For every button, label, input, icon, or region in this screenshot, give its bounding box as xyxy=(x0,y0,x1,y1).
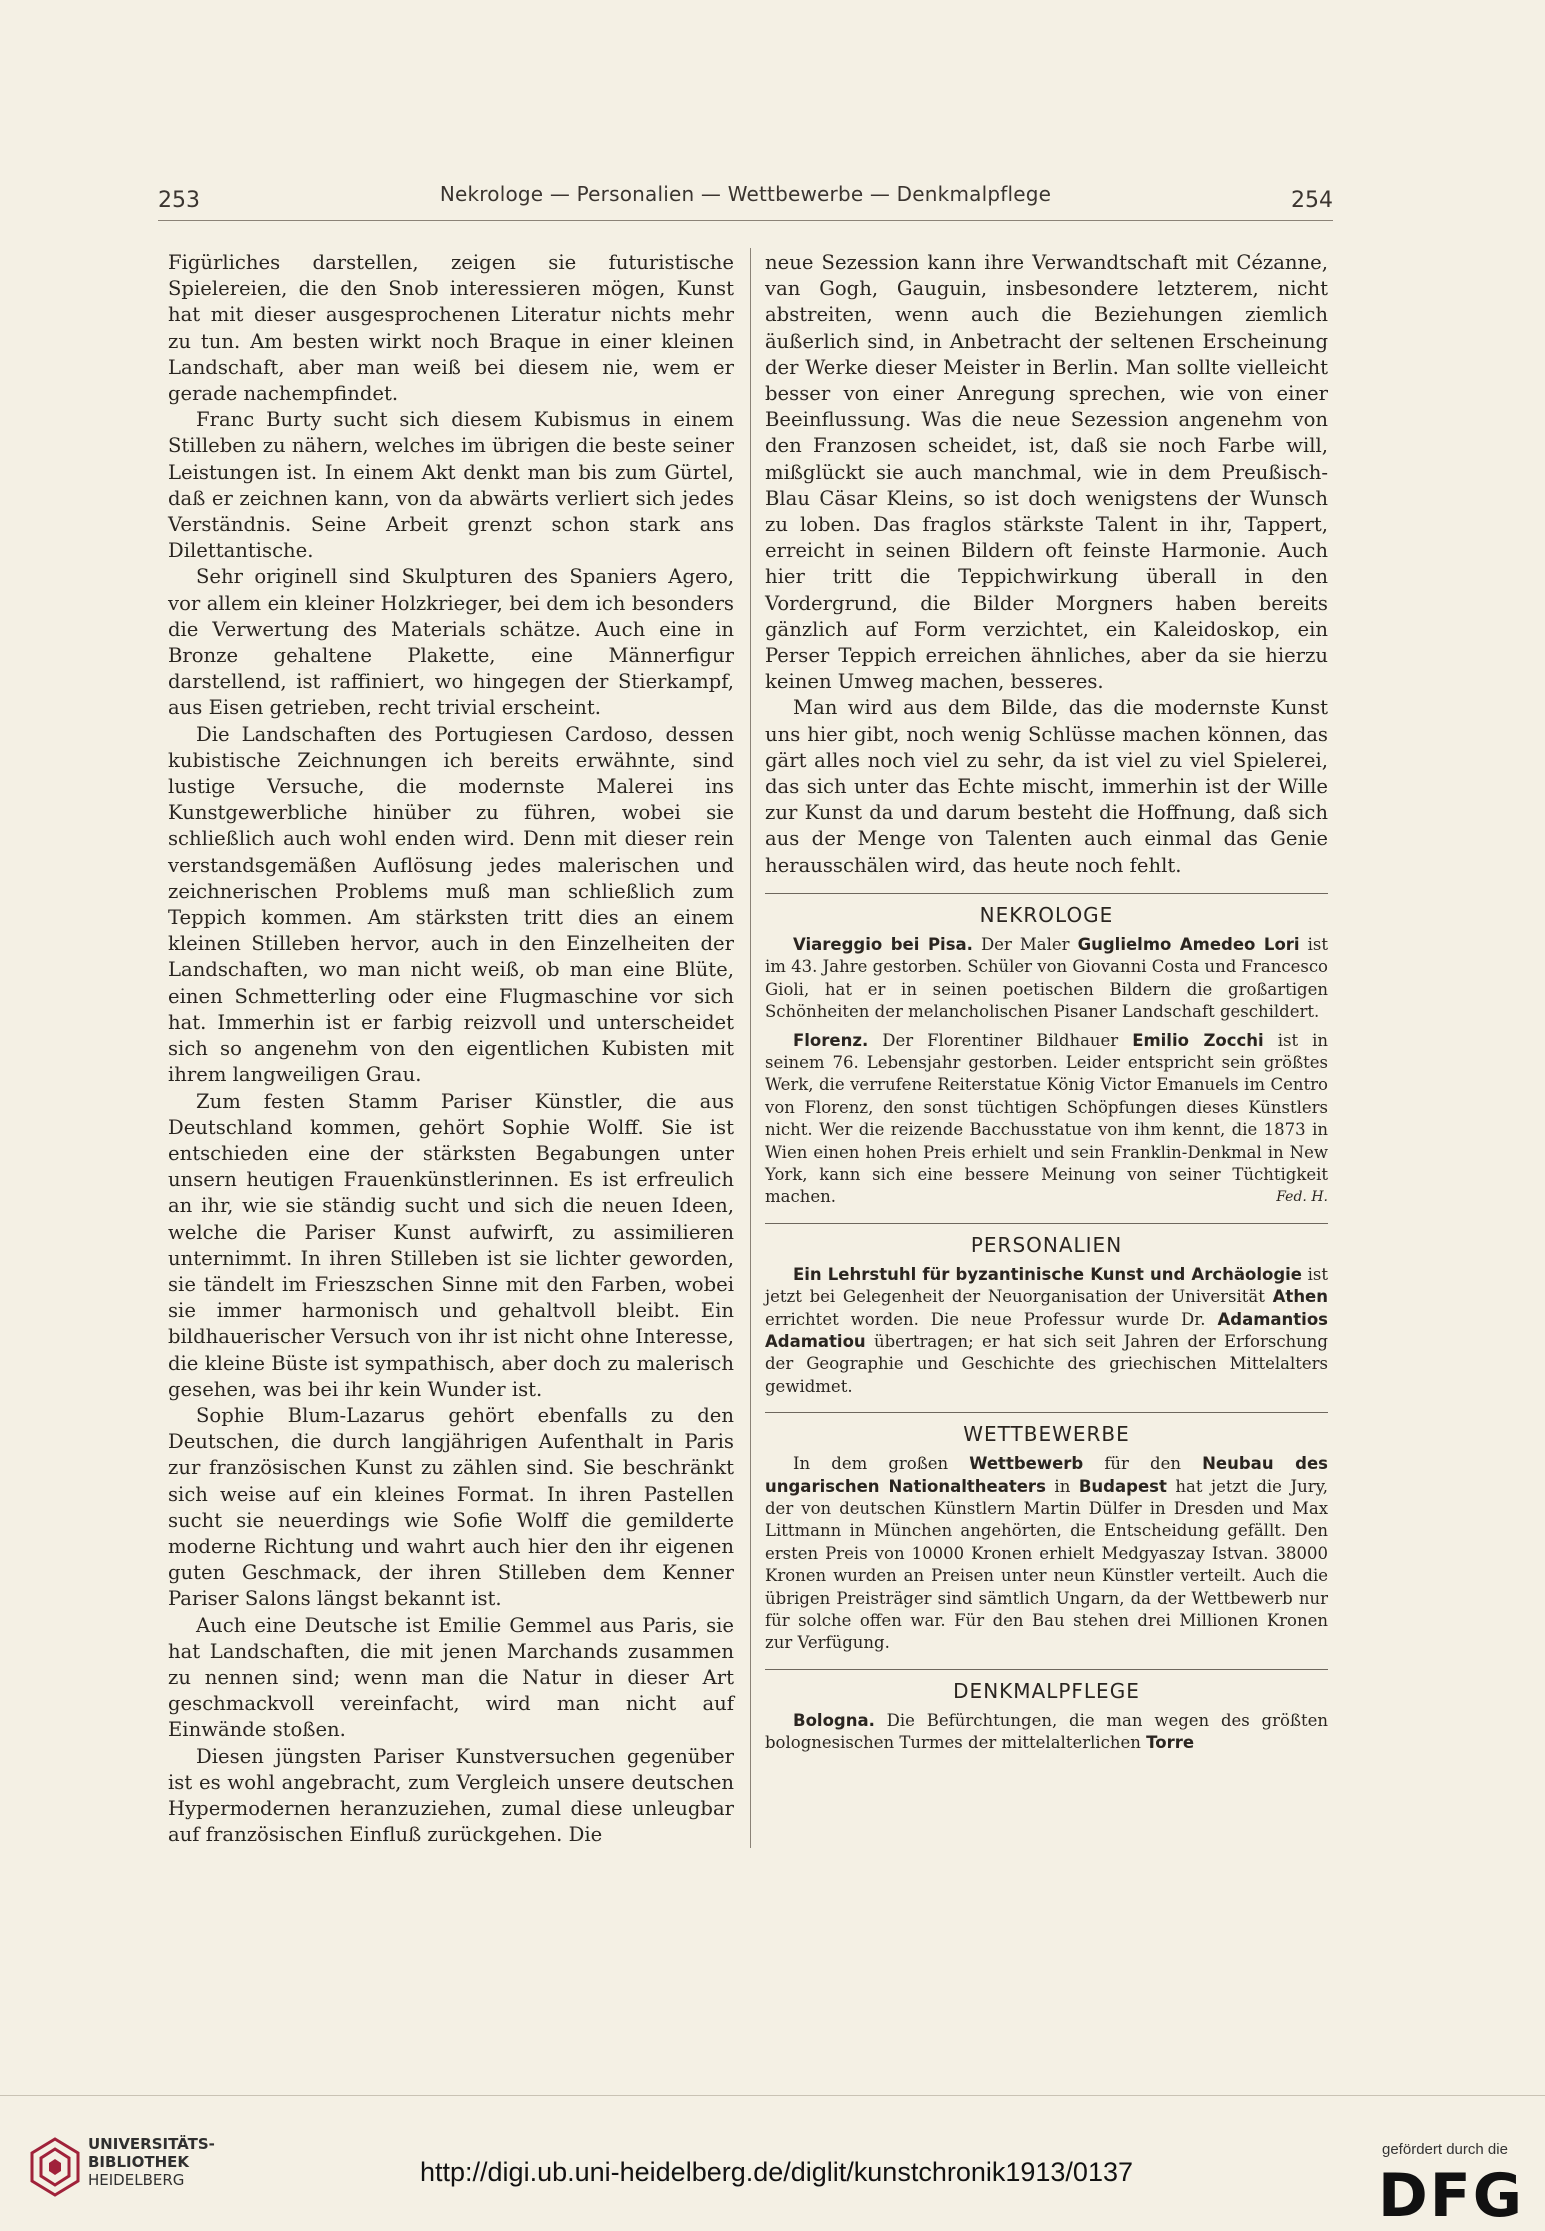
section-rule xyxy=(765,1412,1328,1413)
column-divider xyxy=(750,248,751,1848)
nekrologe-section xyxy=(765,934,1328,1209)
person-name: Guglielmo Amedeo Lori xyxy=(1077,934,1300,954)
page-number-right: 254 xyxy=(1291,188,1333,213)
place-name: Viareggio bei Pisa. xyxy=(793,934,973,954)
left-column xyxy=(168,250,734,1848)
bold-term: Torre xyxy=(1146,1733,1195,1753)
place-name: Florenz. xyxy=(793,1030,869,1050)
person-name: Adamantios Adamatiou xyxy=(765,1309,1328,1351)
paragraph: Diesen jüngsten Pariser Kunstversuchen gegenüber ist es wohl angebracht, zum Vergleich unsere deutschen Hypermodernen heranzuziehen, zumal diese unleugbar auf französischen Einfluß zurückgehen. Die xyxy=(168,1744,734,1847)
section-heading-wettbewerbe: WETTBEWERBE xyxy=(963,1422,1130,1447)
personalien-section xyxy=(765,1264,1328,1398)
text-run: ist im 43. Jahre gestorben. Schüler von Giovanni Costa und Francesco Gioli, hat er in seinen poetischen Bildern die großartigen Schönheiten der melancholischen Pisaner Landschaft geschildert. xyxy=(765,934,1328,1022)
obituary-item xyxy=(765,1030,1328,1209)
library-line: HEIDELBERG xyxy=(88,2171,185,2189)
paragraph: Figürliches darstellen, zeigen sie futuristische Spielereien, die den Snob interessieren mögen, Kunst hat mit dieser ausgesprochenen Literatur nichts mehr zu tun. Am besten wirkt noch Braque in einer kleinen Landschaft, aber man weiß bei diesem nie, wem er gerade nachempfindet. xyxy=(168,251,734,406)
section-heading-nekrologe: NEKROLOGE xyxy=(979,902,1114,927)
paragraph: Sehr originell sind Skulpturen des Spaniers Agero, vor allem ein kleiner Holzkrieger, bei dem ich besonders die Verwertung des Materials schätze. Auch eine in Bronze gehaltene Plakette, eine Männerfigur darstellend, ist raffiniert, wo hingegen der Stierkampf, aus Eisen getrieben, recht trivial erscheint. xyxy=(168,565,734,720)
paragraph: Franc Burty sucht sich diesem Kubismus in einem Stilleben zu nähern, welches im übrigen die beste seiner Leistungen ist. In einem Akt denkt man bis zum Gürtel, daß er zeichnen kann, von da abwärts verliert sich jedes Verständnis. Seine Arbeit grenzt schon stark ans Dilettantische. xyxy=(168,408,734,563)
place-name: Budapest xyxy=(1078,1476,1167,1496)
item-title: Ein Lehrstuhl für byzantinische Kunst und Archäologie xyxy=(793,1264,1302,1284)
text-run: Der Florentiner Bildhauer xyxy=(868,1030,1133,1050)
library-line: BIBLIOTHEK xyxy=(88,2153,189,2171)
place-name: Athen xyxy=(1272,1287,1328,1307)
section-rule xyxy=(765,1223,1328,1224)
paragraph: Auch eine Deutsche ist Emilie Gemmel aus Paris, sie hat Landschaften, die mit jenen Marchands zusammen zu nennen sind; wenn man die Natur in dieser Art geschmackvoll vereinfacht, wird man nicht auf Einwände stoßen. xyxy=(168,1613,734,1742)
denkmalpflege-section xyxy=(765,1710,1328,1755)
section-rule xyxy=(765,893,1328,894)
author-signature: Fed. H. xyxy=(1276,1189,1328,1206)
section-heading-personalien: PERSONALIEN xyxy=(970,1232,1123,1257)
text-run: errichtet worden. Die neue Professur wurde Dr. xyxy=(765,1309,1218,1329)
section-heading-denkmalpflege: DENKMALPFLEGE xyxy=(953,1678,1140,1703)
section-rule xyxy=(765,1669,1328,1670)
running-header xyxy=(158,178,1333,218)
page-number-left: 253 xyxy=(158,188,200,213)
funded-by-label: gefördert durch die xyxy=(1382,2141,1508,2158)
text-run: In dem großen xyxy=(793,1454,970,1474)
text-run: in xyxy=(1045,1476,1079,1496)
running-title: Nekrologe — Personalien — Wettbewerbe — Denkmalpflege xyxy=(439,182,1052,206)
paragraph: Sophie Blum-Lazarus gehört ebenfalls zu den Deutschen, die durch langjährigen Aufenthalt in Paris zur französischen Kunst zu zählen sind. Sie beschränkt sich weise auf ein kleines Format. In ihren Pastellen sucht sie neuerdings wie Sofie Wolff die gemilderte moderne Richtung und wahrt auch hier den ihr eigenen guten Geschmack, der ihren Stilleben dem Kenner Pariser Salons längst bekannt ist. xyxy=(168,1403,734,1611)
header-rule xyxy=(158,220,1333,221)
place-name: Bologna. xyxy=(793,1710,875,1730)
permalink-url[interactable]: http://digi.ub.uni-heidelberg.de/diglit/kunstchronik1913/0137 xyxy=(420,2157,1133,2187)
obituary-item xyxy=(765,934,1328,1024)
viewer-footer xyxy=(0,2095,1545,2231)
text-run: Der Maler xyxy=(972,934,1078,954)
dfg-logo: DFG xyxy=(1378,2161,1525,2231)
paragraph: neue Sezession kann ihre Verwandtschaft mit Cézanne, van Gogh, Gauguin, insbesondere letzterem, nicht abstreiten, wenn auch die Beziehungen ziemlich äußerlich sind, in Anbetracht der seltenen Erscheinung der Werke dieser Meister in Berlin. Man sollte vielleicht besser von einer Anregung sprechen, wie von einer Beeinflussung. Was die neue Sezession angenehm von den Franzosen scheidet, ist, daß sie noch Farbe will, mißglückt sie auch manchmal, wie in dem Preußisch-Blau Cäsar Kleins, so ist doch wenigstens der Wunsch zu loben. Das fraglos stärkste Talent in ihr, Tappert, erreicht in seinen Bildern oft feinste Harmonie. Auch hier tritt die Teppichwirkung überall in den Vordergrund, die Bilder Morgners haben bereits gänzlich auf Form verzichtet, ein Kaleidoskop, ein Perser Teppich erreichen ähnliches, aber da sie hierzu keinen Umweg machen, besseres. xyxy=(765,251,1328,694)
text-run: übertragen; er hat sich seit Jahren der Erforschung der Geographie und Geschichte des griechischen Mittelalters gewidmet. xyxy=(765,1331,1328,1396)
bold-term: Neubau des ungarischen Nationaltheaters xyxy=(765,1454,1328,1496)
university-library-logo-icon xyxy=(30,2137,80,2197)
paragraph: Zum festen Stamm Pariser Künstler, die aus Deutschland kommen, gehört Sophie Wolff. Sie ist entschieden eine der stärksten Begabungen unter unsern heutigen Frauenkünstlerinnen. Es ist erfreulich an ihr, wie sie ständig sucht und sich die neuen Ideen, welche die Pariser Kunst aufwirft, zu assimilieren unternimmt. In ihren Stilleben ist sie lichter geworden, sie tändelt im Frieszschen Sinne mit den Farben, wobei sie immer harmonisch und gehaltvoll bleibt. Ein bildhauerischer Versuch von ihr ist nicht ohne Interesse, die kleine Büste ist sympathisch, aber doch zu malerisch gesehen, was bei ihr kein Wunder ist. xyxy=(168,1089,734,1401)
bold-term: Wettbewerb xyxy=(969,1454,1084,1474)
preservation-item xyxy=(765,1710,1328,1755)
paragraph: Die Landschaften des Portugiesen Cardoso, dessen kubistische Zeichnungen ich bereits erwähnte, sind lustige Versuche, die modernste Malerei ins Kunstgewerbliche hinüber zu führen, wobei sie schließlich auch wohl enden wird. Denn mit dieser rein verstandsgemäßen Auflösung jedes malerischen und zeichnerischen Problems muß man schließlich zum Teppich kommen. Am stärksten tritt dies an einem kleinen Stilleben hervor, auch in den Einzelheiten der Landschaften, wo man nicht weiß, ob man eine Blüte, einen Schmetterling oder eine Flugmaschine vor sich hat. Immerhin ist er farbig reizvoll und unterscheidet sich so angenehm von den eigentlichen Kubisten mit ihrem langweiligen Grau. xyxy=(168,722,734,1087)
text-run: für den xyxy=(1083,1454,1203,1474)
text-run: ist jetzt bei Gelegenheit der Neuorganisation der Universität xyxy=(765,1264,1328,1307)
library-line: UNIVERSITÄTS- xyxy=(88,2135,215,2153)
right-column xyxy=(765,250,1328,1755)
university-library-name xyxy=(88,2135,215,2189)
text-run: hat jetzt die Jury, der von deutschen Künstlern Martin Dülfer in Dresden und Max Littmann in München angehörten, die Entscheidung gefällt. Den ersten Preis von 10000 Kronen erhielt Medgyaszay Istvan. 38000 Kronen wurden an Preisen unter neun Künstler verteilt. Auch die übrigen Preisträger sind sämtlich Ungarn, da der Wettbewerb nur für solche offen war. Für den Bau stehen drei Millionen Kronen zur Verfügung. xyxy=(765,1476,1328,1653)
footer-rule xyxy=(0,2095,1545,2096)
paragraph: Man wird aus dem Bilde, das die modernste Kunst uns hier gibt, noch wenig Schlüsse machen können, das gärt alles noch viel zu sehr, da ist viel zu viel Spielerei, das sich unter das Echte mischt, immerhin ist der Wille zur Kunst da und darum besteht die Hoffnung, daß sich aus der Menge von Talenten auch einmal das Genie herausschälen wird, das heute noch fehlt. xyxy=(765,696,1328,877)
text-run: ist in seinem 76. Lebensjahr gestorben. Leider entspricht sein größtes Werk, die verrufene Reiterstatue König Victor Emanuels im Centro von Florenz, den sonst tüchtigen Schöpfungen dieses Künstlers nicht. Wer die reizende Bacchusstatue von ihm kennt, die 1873 in Wien einen hohen Preis erhielt und sein Franklin-Denkmal in New York, kann sich eine bessere Meinung von seiner Tüchtigkeit machen. xyxy=(765,1030,1328,1207)
personalien-item xyxy=(765,1264,1328,1398)
wettbewerbe-section xyxy=(765,1453,1328,1655)
text-run: Die Befürchtungen, die man wegen des größten bolognesischen Turmes der mittelalterlichen xyxy=(765,1710,1328,1753)
competition-item xyxy=(765,1453,1328,1655)
person-name: Emilio Zocchi xyxy=(1132,1030,1264,1050)
